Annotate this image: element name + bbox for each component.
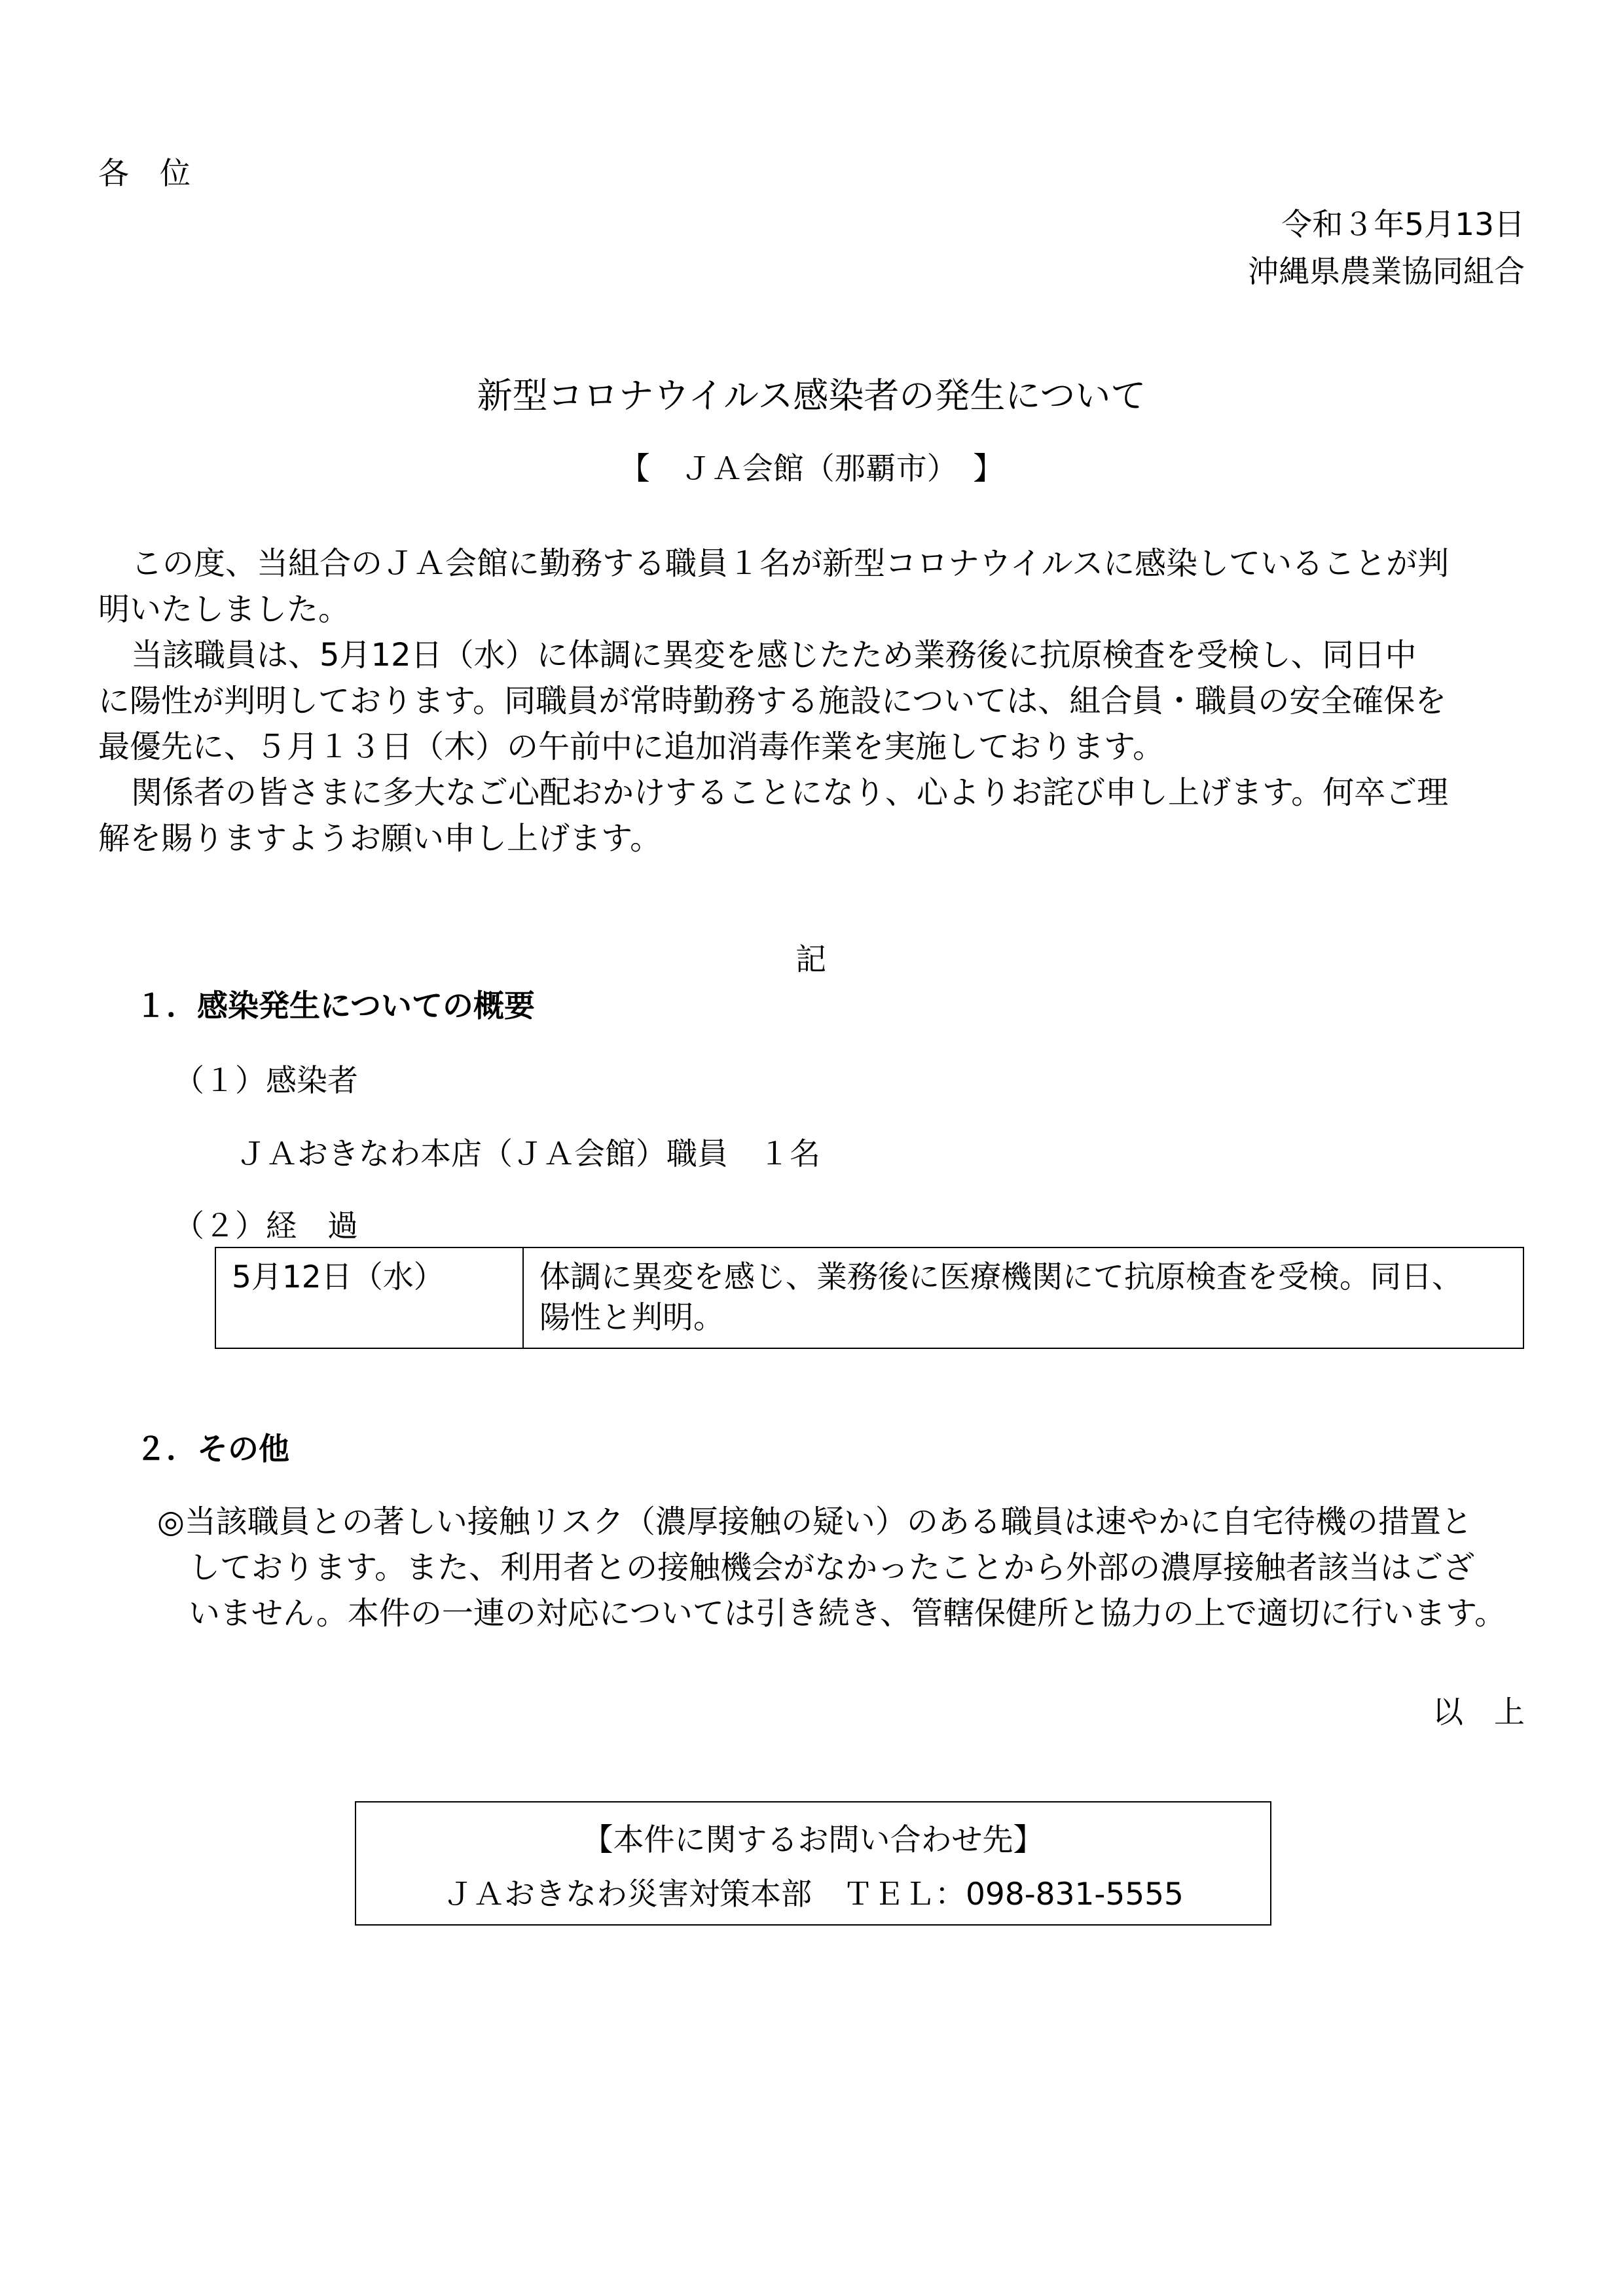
document-subtitle: 【 ＪＡ会館（那覇市） 】: [619, 451, 1004, 487]
event-description-line: 体調に異変を感じ、業務後に医療機関にて抗原検査を受検。同日、: [539, 1259, 1463, 1295]
contact-box: [355, 1801, 1271, 1926]
section2-heading: ２．その他: [136, 1431, 289, 1467]
contact-label: 【本件に関するお問い合わせ先】: [582, 1822, 1044, 1858]
body-line: 当該職員は、5月12日（水）に体調に異変を感じたため業務後に抗原検査を受検し、同日中: [131, 637, 1417, 673]
body-line: 最優先に、５月１３日（木）の午前中に追加消毒作業を実施しております。: [98, 728, 1165, 765]
body-line: この度、当組合のＪＡ会館に勤務する職員１名が新型コロナウイルスに感染していることが判: [131, 545, 1450, 582]
body-paragraph-1: [98, 541, 1449, 861]
section2-line: しております。また、利用者との接触機会がなかったことから外部の濃厚接触者該当はござ: [189, 1549, 1475, 1586]
table-row: [215, 1247, 1523, 1348]
body-line: に陽性が判明しております。同職員が常時勤務する施設については、組合員・職員の安全確保を: [98, 683, 1447, 719]
section2-line: ◎当該職員との著しい接触リスク（濃厚接触の疑い）のある職員は速やかに自宅待機の措置と: [157, 1503, 1472, 1540]
section1-heading: １．感染発生についての概要: [136, 988, 536, 1024]
addressee: 各 位: [98, 156, 191, 192]
event-date: 5月12日（水）: [215, 1247, 523, 1348]
event-description: [523, 1247, 1523, 1348]
issuer: 沖縄県農業協同組合: [1248, 254, 1525, 290]
section2-text: [157, 1499, 1506, 1636]
section2-line: いません。本件の一連の対応については引き続き、管轄保健所と協力の上で適切に行います。: [189, 1595, 1506, 1632]
section1-sub2-heading: （２）経 過: [173, 1208, 358, 1244]
document-title: 新型コロナウイルス感染者の発生について: [477, 375, 1146, 416]
event-description-line: 陽性と判明。: [539, 1300, 724, 1336]
ki-mark: 記: [795, 942, 826, 978]
events-table: [215, 1247, 1524, 1349]
closing: 以 上: [1432, 1695, 1525, 1731]
body-line: 関係者の皆さまに多大なご心配おかけすることになり、心よりお詫び申し上げます。何卒ご理: [131, 774, 1449, 811]
body-line: 明いたしました。: [98, 591, 350, 628]
section1-sub1-heading: （１）感染者: [173, 1063, 358, 1099]
section1-sub1-text: ＪＡおきなわ本店（ＪＡ会館）職員 １名: [236, 1136, 820, 1172]
contact-text: ＪＡおきなわ災害対策本部 ＴＥＬ：098-831-5555: [443, 1876, 1184, 1912]
document-date: 令和３年5月13日: [1281, 207, 1525, 243]
body-line: 解を賜りますようお願い申し上げます。: [98, 820, 662, 857]
